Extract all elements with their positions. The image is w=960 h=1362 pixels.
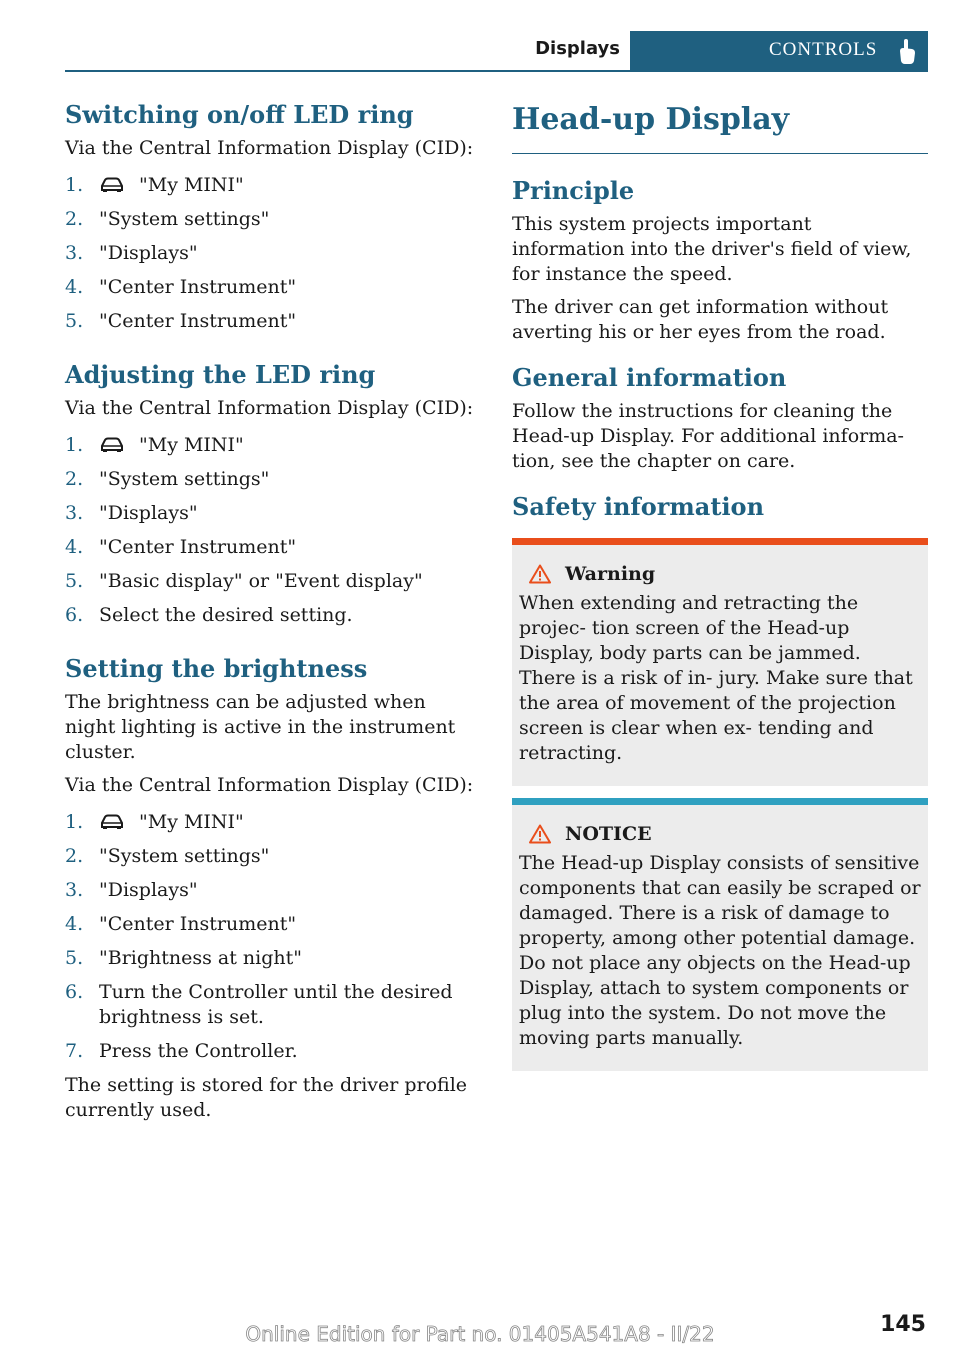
notice-label: NOTICE [565, 823, 652, 845]
section-title: Displays [535, 38, 620, 59]
right-column [512, 100, 928, 1071]
list-item: 4. "Center Instrument" [65, 536, 297, 558]
steps-list [65, 810, 475, 1064]
list-item: 2. "System settings" [65, 468, 270, 490]
warning-box [512, 538, 928, 786]
list-item: 3. "Displays" [65, 502, 198, 524]
body-text: This system projects important information into the driver's field of view, for instance the speed. [512, 213, 912, 285]
page-header [65, 31, 928, 71]
page-number: 145 [880, 1312, 926, 1337]
steps-list [65, 433, 475, 628]
list-item: 5. "Brightness at night" [65, 947, 303, 969]
list-item: 2. "System settings" [65, 845, 270, 867]
steps-list [65, 173, 475, 334]
chapter-title: CONTROLS [769, 39, 878, 60]
body-text: The setting is stored for the driver profile currently used. [65, 1074, 468, 1121]
warning-text: When extending and retracting the projec‐ tion screen of the Head-up Display, body parts can be jammed. There is a risk of in‐ jury. Make sure that the area of movement of the projection screen is clear when ex‐ tending and retracting. [519, 592, 913, 764]
chapter-heading: Head-up Display [512, 102, 790, 137]
notice-text: The Head-up Display consists of sensitive components that can easily be scraped or damaged. There is a risk of damage to property, among other potential damage. Do not place any objects on the Head-up Display, attach to system components or plug into the system. Do not move the moving parts manually. [519, 852, 921, 1049]
edition-watermark: Online Edition for Part no. 01405A541A8 - II/22 [245, 1322, 715, 1346]
intro-text: Via the Central Information Display (CID): [65, 397, 474, 419]
heading-rule [512, 153, 928, 154]
car-icon [99, 177, 125, 193]
list-item: 3. "Displays" [65, 879, 198, 901]
chapter-tab [630, 31, 928, 71]
list-item: 4. "Center Instrument" [65, 913, 297, 935]
list-item: 6. Turn the Controller until the desired brightness is set. [65, 981, 453, 1028]
car-icon [99, 437, 125, 453]
section-heading-principle: Principle [512, 176, 635, 205]
list-item: 4. "Center Instrument" [65, 276, 297, 298]
section-heading-led-ring-adjust: Adjusting the LED ring [65, 360, 376, 389]
notice-triangle-icon [529, 824, 551, 844]
list-item: 7. Press the Controller. [65, 1040, 298, 1062]
list-item: 5. "Basic display" or "Event display" [65, 570, 423, 592]
warning-triangle-icon [529, 564, 551, 584]
section-heading-general: General information [512, 363, 787, 392]
list-item: 5. "Center Instrument" [65, 310, 297, 332]
notice-box [512, 798, 928, 1071]
list-item: 3. "Displays" [65, 242, 198, 264]
intro-text: Via the Central Information Display (CID): [65, 774, 474, 796]
list-item: 1. "My MINI" [65, 811, 244, 833]
notice-header [529, 823, 921, 845]
car-icon [99, 814, 125, 830]
section-heading-brightness: Setting the brightness [65, 654, 368, 683]
list-item: 1. "My MINI" [65, 434, 244, 456]
list-item: 1. "My MINI" [65, 174, 244, 196]
warning-header [529, 563, 921, 585]
body-text: The brightness can be adjusted when night lighting is active in the instrument cluster. [65, 691, 456, 763]
header-rule [65, 70, 928, 72]
body-text: The driver can get information without averting his or her eyes from the road. [512, 296, 889, 343]
section-heading-led-ring-switch: Switching on/off LED ring [65, 100, 414, 129]
list-item: 2. "System settings" [65, 208, 270, 230]
list-item: 6. Select the desired setting. [65, 604, 353, 626]
intro-text: Via the Central Information Display (CID): [65, 137, 474, 159]
hand-pointer-icon [896, 37, 918, 65]
body-text: Follow the instructions for cleaning the Head-up Display. For additional informa‐ tion, see the chapter on care. [512, 400, 904, 472]
warning-label: Warning [565, 563, 656, 585]
left-column [65, 100, 475, 1123]
section-heading-safety: Safety information [512, 492, 765, 521]
